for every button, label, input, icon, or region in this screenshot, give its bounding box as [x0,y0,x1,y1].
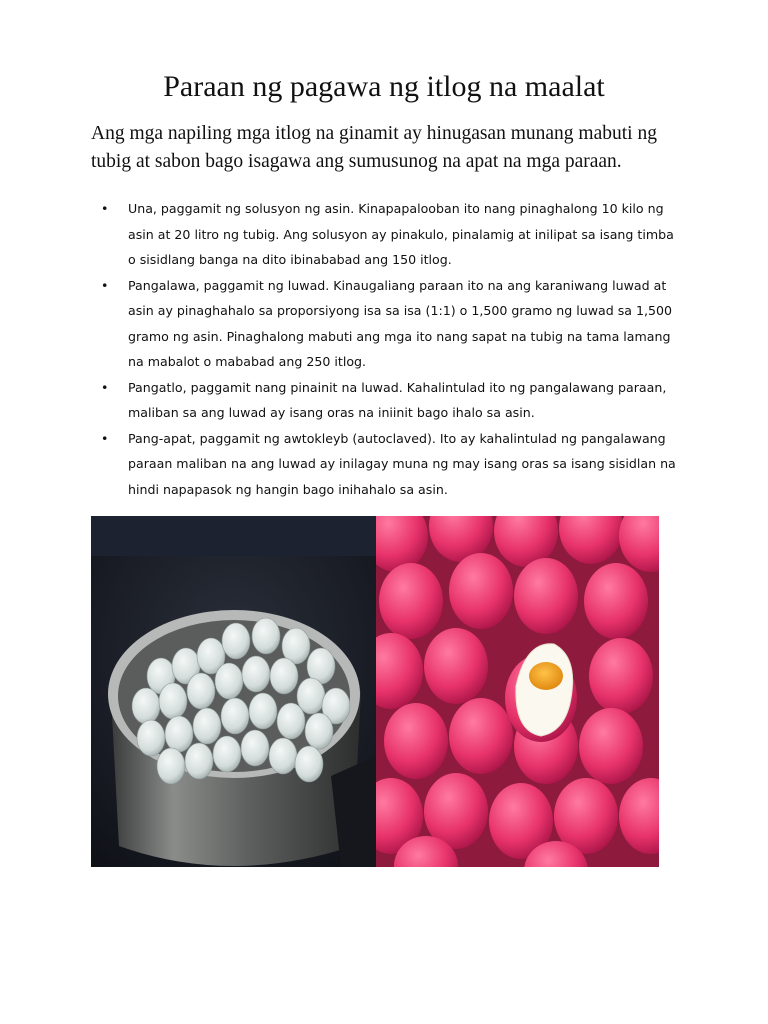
steps-list [101,196,681,502]
list-item [101,196,681,273]
bullet-marker: • [101,379,109,395]
bullet-marker: • [101,277,109,293]
step-text: Pangatlo, paggamit nang pinainit na luwad. Kahalintulad ito ng pangalawang paraan, maliban sa ang luwad ay isang oras na iniinit bago ihalo sa asin. [128,379,667,420]
red-salted-eggs-image [376,516,659,867]
step-text: Una, paggamit ng solusyon ng asin. Kinapapalooban ito nang pinaghalong 10 kilo ng asin at 20 litro ng tubig. Ang solusyon ay pinakulo, pinalamig at inilipat sa isang timba o sisidlang banga na dito ibinababad ang 150 itlog. [128,201,674,267]
red-salted-eggs-graphic [376,516,659,867]
page-title: Paraan ng pagawa ng itlog na maalat [163,70,605,103]
pot-of-eggs-image [91,516,376,867]
list-item [101,273,681,375]
photos-row [91,516,659,867]
list-item [101,426,681,503]
list-item [101,375,681,426]
pot-of-eggs-graphic [91,516,376,867]
bullet-marker: • [101,201,109,216]
intro-paragraph: Ang mga napiling mga itlog na ginamit ay hinugasan munang mabuti ng tubig at sabon bago isagawa ang sumusunog na apat na mga paraan. [91,123,657,172]
bullet-marker: • [101,430,109,446]
step-text: Pangalawa, paggamit ng luwad. Kinaugaliang paraan ito na ang karaniwang luwad at asin ay pinaghahalo sa proporsiyong isa sa isa (1:1) o 1,500 gramo ng luwad sa 1,500 gramo ng asin. Pinaghalong mabuti ang mga ito nang sapat na tubig na tama lamang na mabalot o mababad ang 250 itlog. [128,277,673,369]
step-text: Pang-apat, paggamit ng awtokleyb (autoclaved). Ito ay kahalintulad ng pangalawang paraan maliban na ang luwad ay inilagay muna ng may isang oras sa isang sisidlan na hindi napapasok ng hangin bago inihahalo sa asin. [128,430,676,497]
